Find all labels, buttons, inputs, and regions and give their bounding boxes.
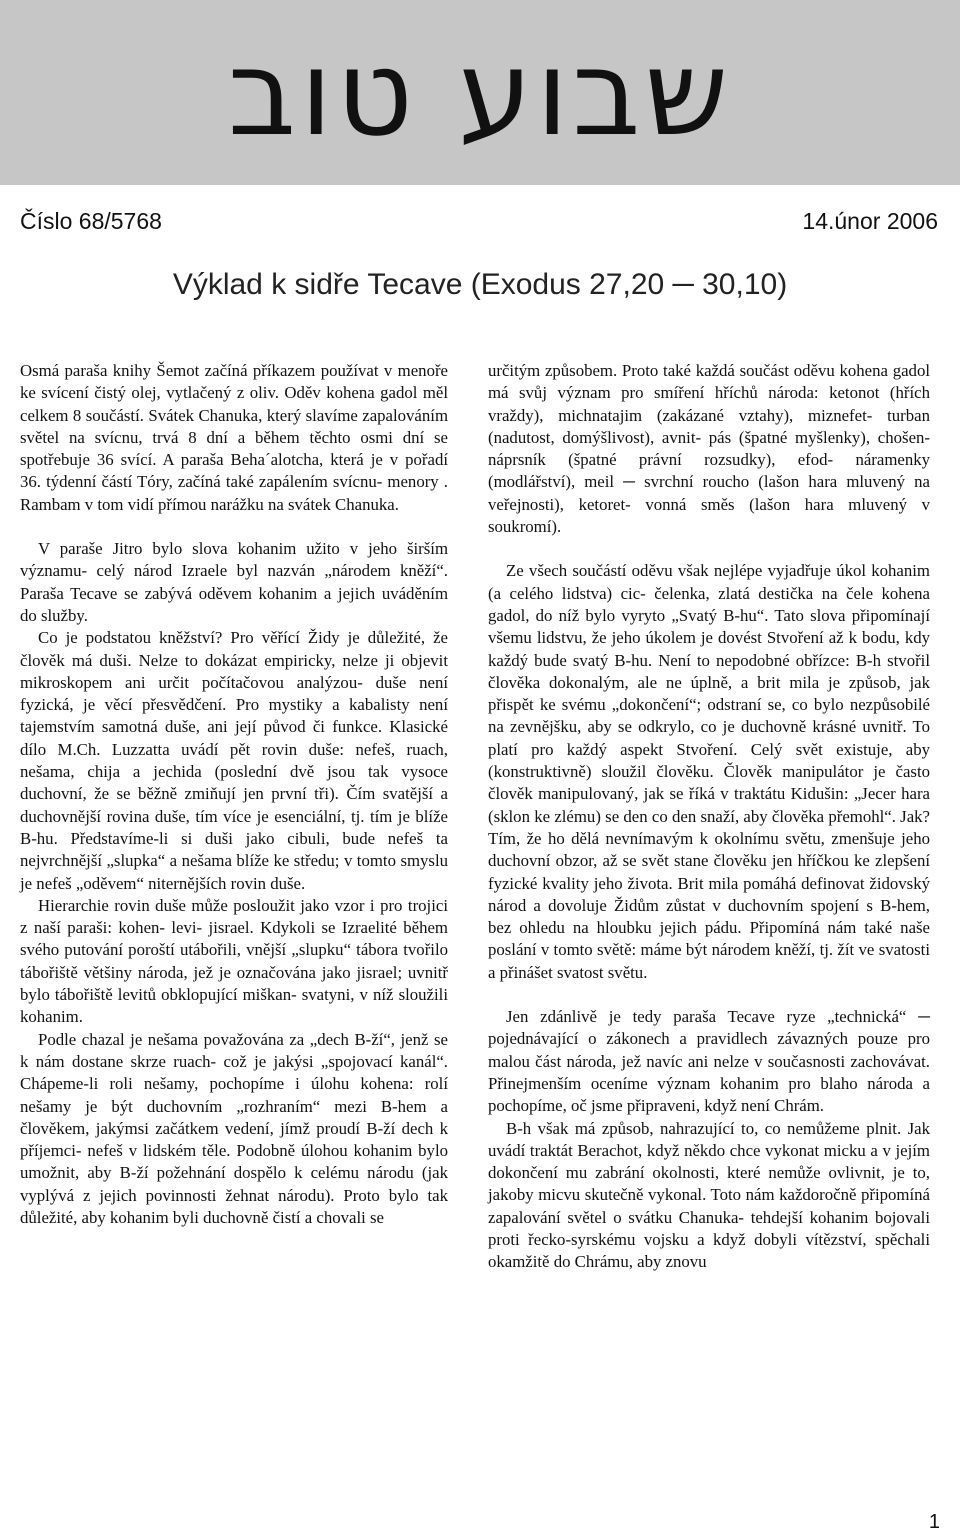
paragraph: Hierarchie rovin duše může posloužit jako vzor i pro trojici z naší paraši: kohen- levi- jisrael. Kdykoli se Izraelité během svého putování poroští utábořili, vnější „slupku“ tábora tvořilo tábořiště většiny národa, jež je označována jako jisrael; uvnitř bylo tábořiště levitů obklopující miškan- svatyni, v níž sloužili kohanim.	[20, 895, 448, 1027]
issue-number: Číslo 68/5768	[20, 208, 162, 234]
page-number: 1	[928, 1511, 940, 1533]
paragraph: V paraše Jitro bylo slova kohanim užito v jeho širším významu- celý národ Izraele byl nazván „národem kněží“. Paraša Tecave se zabývá oděvem kohanim a jejich uváděním do služby.	[20, 539, 448, 625]
issue-row	[20, 206, 938, 236]
right-column	[488, 360, 930, 1274]
paragraph: Ze všech součástí oděvu však nejlépe vyjadřuje úkol kohanim (a celého lidstva) cic- čelenka, zlatá destička na čele kohena gadol, do níž bylo vyryto „Svatý B-hu“. Tato slova připomínají všemu lidstvu, že jeho úkolem je dovést Stvoření až k bodu, kdy každý bude svatý B-hu. Není to nepodobné obřízce: B-h stvořil člověka dokonalým, ale ne úplně, a brit mila je způsob, jak přispět ke svému „dokončení“; odstraní se, co bylo nezpůsobilé na zevnějšku, aby se odkrylo, co je duchovně krásné uvnitř. To platí pro každý aspekt Stvoření. Celý svět existuje, aby (konstruktivně) sloužil člověku. Člověk manipulátor je často člověk manipulovaný, jak se říká v traktátu Kidušin: „Jecer hara (sklon ke zlému) se den co den snaží, aby člověka přemohl“. Jak? Tím, že ho dělá nevnímavým k okolnímu světu, zmenšuje jeho duchovní obzor, až se svět stane člověku jen hříčkou ke zlepšení fyzické kvality jeho života. Brit mila pomáhá definovat židovský národ a dovoluje Židům zůstat v duchovním spojení s B-hem, bez ohledu na hloubku jejich pádu. Připomíná nám také naše poslání v tomto světě: máme být národem kněží, tj. žít ve svatosti a přinášet svatost světu.	[488, 561, 930, 982]
masthead-title: שבוע טוב	[227, 24, 733, 162]
paragraph: určitým způsobem. Proto také každá součást oděvu kohena gadol má svůj význam pro smíření hříchů národa: ketonot (hřích vraždy), michnatajim (zakázané vztahy), miznefet- turban (nadutost, domýšlivost), avnit- pás (špatné myšlenky), chošen- náprsník (špatné právní rozsudky), efod- náramenky (modlářství), meil ─ svrchní roucho (lašon hara mluvený na veřejnosti), ketoret- vonná směs (lašon hara mluvený v soukromí).	[488, 361, 930, 537]
paragraph: Osmá paraša knihy Šemot začíná příkazem používat v menoře ke svícení čistý olej, vytlačený z oliv. Oděv kohena gadol měl celkem 8 součástí. Svátek Chanuka, který slavíme zapalováním světel na svícnu, trvá 8 dní a během těchto osmi dní se spotřebuje 36 svící. A paraša Beha´alotcha, která je v pořadí 36. týdenní částí Tóry, začíná také zapálením svícnu- menory . Rambam v tom vidí přímou narážku na svátek Chanuka.	[20, 361, 448, 514]
issue-date: 14.únor 2006	[802, 208, 938, 234]
document-title: Výklad k sidře Tecave (Exodus 27,20 ─ 30,10)	[172, 268, 788, 301]
left-column	[20, 360, 448, 1229]
paragraph: Jen zdánlivě je tedy paraša Tecave ryze „technická“ ─ pojednávající o zákonech a pravidlech závazných pouze pro malou část národa, jež navíc ani nelze v současnosti zachovávat. Přinejmenším oceníme význam kohanim pro blaho národa a pochopíme, oč jsme připraveni, když není Chrám.	[488, 1007, 930, 1116]
masthead	[0, 0, 960, 185]
paragraph: Co je podstatou kněžství? Pro věřící Židy je důležité, že člověk má duši. Nelze to dokázat empiricky, nelze ji objevit mikroskopem ani určit počítačovou analýzou- duše není fyzická, je věcí přesvědčení. Pro mystiky a kabalisty není tajemstvím samotná duše, ani její původ či funkce. Klasické dílo M.Ch. Luzzatta uvádí pět rovin duše: nefeš, ruach, nešama, chija a jechida (poslední dvě jsou tak vysoce duchovní, že se běžně zmiňují jen první tři). Čím svatější a duchovnější rovina duše, tím více je esenciální, tj. tím je blíže B-hu. Představíme-li si duši jako cibuli, bude nefeš ta nejvrchnější „slupka“ a nešama blíže ke středu; v tomto smyslu je nefeš „oděvem“ niternějších rovin duše.	[20, 628, 448, 893]
paragraph: B-h však má způsob, nahrazující to, co nemůžeme plnit. Jak uvádí traktát Berachot, když někdo chce vykonat micku a v jejím dokončení mu zabrání okolnosti, které nemůže ovlivnit, je to, jakoby micvu skutečně vykonal. Toto nám každoročně připomíná zapalování světel o svátku Chanuka- tehdejší kohanim bojovali proti řecko-syrskému vojsku a když dobyli vítězství, spěchali okamžitě do Chrámu, aby znovu	[488, 1118, 930, 1272]
paragraph: Podle chazal je nešama považována za „dech B-ží“, jenž se k nám dostane skrze ruach- což je jakýsi „spojovací kanál“. Chápeme-li roli nešamy, pochopíme i úlohu kohena: rolí nešamy je být duchovním „rozhraním“ mezi B-hem a člověkem, jakýmsi začátkem vedení, jímž proudí B-ží dech k příjemci- nefeš v lidském těle. Podobně úlohou kohanim bylo umožnit, aby B-ží požehnání dospělo k celému národu (jak vyplývá z jejich povinnosti žehnat národu). Proto bylo tak důležité, aby kohanim byli duchovně čistí a chovali se	[20, 1029, 448, 1227]
